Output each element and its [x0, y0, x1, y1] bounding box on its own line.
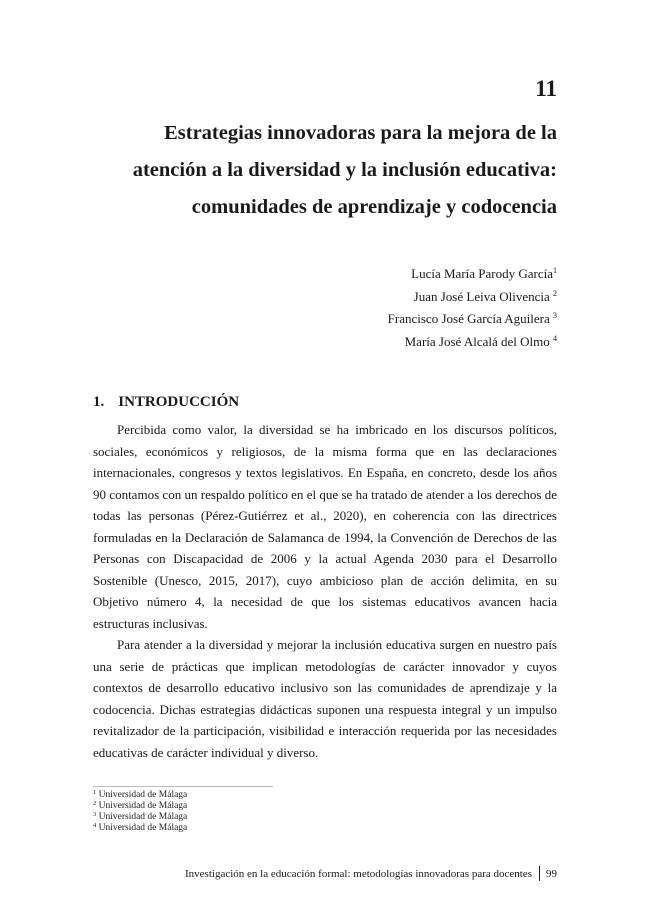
chapter-title-line: Estrategias innovadoras para la mejora de la [164, 122, 557, 144]
footnote-mark: 2 [93, 800, 97, 807]
footnote-separator [93, 786, 273, 787]
author-line [388, 308, 557, 331]
chapter-title-line: comunidades de aprendizaje y codocencia [191, 196, 557, 218]
footnote [93, 823, 187, 834]
author-name: Juan José Leiva Olivencia [413, 288, 553, 304]
paragraph: Percibida como valor, la diversidad se ha imbricado en los discursos políticos, sociales, económicos y religiosos, de la misma forma que en las declaraciones internacionales, congresos y textos legislativos. En España, en concreto, desde los años 90 contamos con un respaldo político en el que se ha tratado de atender a los derechos de todas las personas (Pérez-Gutiérrez et al., 2020), en coherencia con las directrices formuladas en la Declaración de Salamanca de 1994, la Convención de Derechos de las Personas con Discapacidad de 2006 y la actual Agenda 2030 para el Desarrollo Sostenible (Unesco, 2015, 2017), cuyo ambicioso plan de acción delimita, en su Objetivo número 4, la necesidad de que los sistemas educativos avancen hacia estructuras inclusivas. [93, 422, 557, 631]
footnote-mark: 1 [93, 789, 97, 796]
footnotes [93, 790, 187, 834]
paragraph: Para atender a la diversidad y mejorar la inclusión educativa surgen en nuestro país una serie de prácticas que implican metodologías de carácter innovador y cuyos contextos de desarrollo educativo inclusivo son las comunidades de aprendizaje y la codocencia. Dichas estrategias didácticas suponen una respuesta integral y un impulso revitalizador de la participación, visibilidad e interacción requerida por las necesidades educativas de carácter individual y diverso. [93, 637, 557, 760]
footnote [93, 812, 187, 823]
footnote [93, 790, 187, 801]
author-name: Lucía María Parody García [411, 266, 553, 281]
footnote-text: Universidad de Málaga [96, 790, 188, 800]
running-book-title: Investigación en la educación formal: metodologías innovadoras para docentes [185, 867, 532, 880]
footnote-ref[interactable]: 3 [553, 311, 557, 320]
footnote-text: Universidad de Málaga [96, 801, 188, 811]
chapter-title [70, 115, 557, 226]
section-heading [93, 395, 239, 410]
section-number: 1. [93, 394, 105, 410]
footer-divider [539, 866, 540, 881]
footnote-ref[interactable]: 1 [553, 266, 557, 275]
body-text [93, 419, 557, 763]
author-line [388, 286, 557, 309]
author-line [388, 263, 557, 286]
footnote-text: Universidad de Málaga [96, 812, 188, 822]
footnote-ref[interactable]: 4 [553, 333, 557, 343]
chapter-number: 11 [535, 76, 557, 101]
footnote-text: Universidad de Málaga [96, 823, 188, 833]
chapter-title-line: atención a la diversidad y la inclusión educativa: [132, 159, 557, 181]
section-title: INTRODUCCIÓN [118, 394, 240, 410]
page-footer [185, 866, 557, 881]
footnote [93, 801, 187, 812]
page-number: 99 [546, 867, 557, 880]
author-line [388, 331, 557, 354]
author-name: Francisco José García Aguilera [387, 311, 553, 326]
author-name: María José Alcalá del Olmo [404, 333, 553, 349]
footnote-mark: 3 [93, 811, 97, 818]
author-list [388, 263, 557, 353]
footnote-mark: 4 [93, 822, 97, 829]
footnote-ref[interactable]: 2 [553, 288, 557, 298]
